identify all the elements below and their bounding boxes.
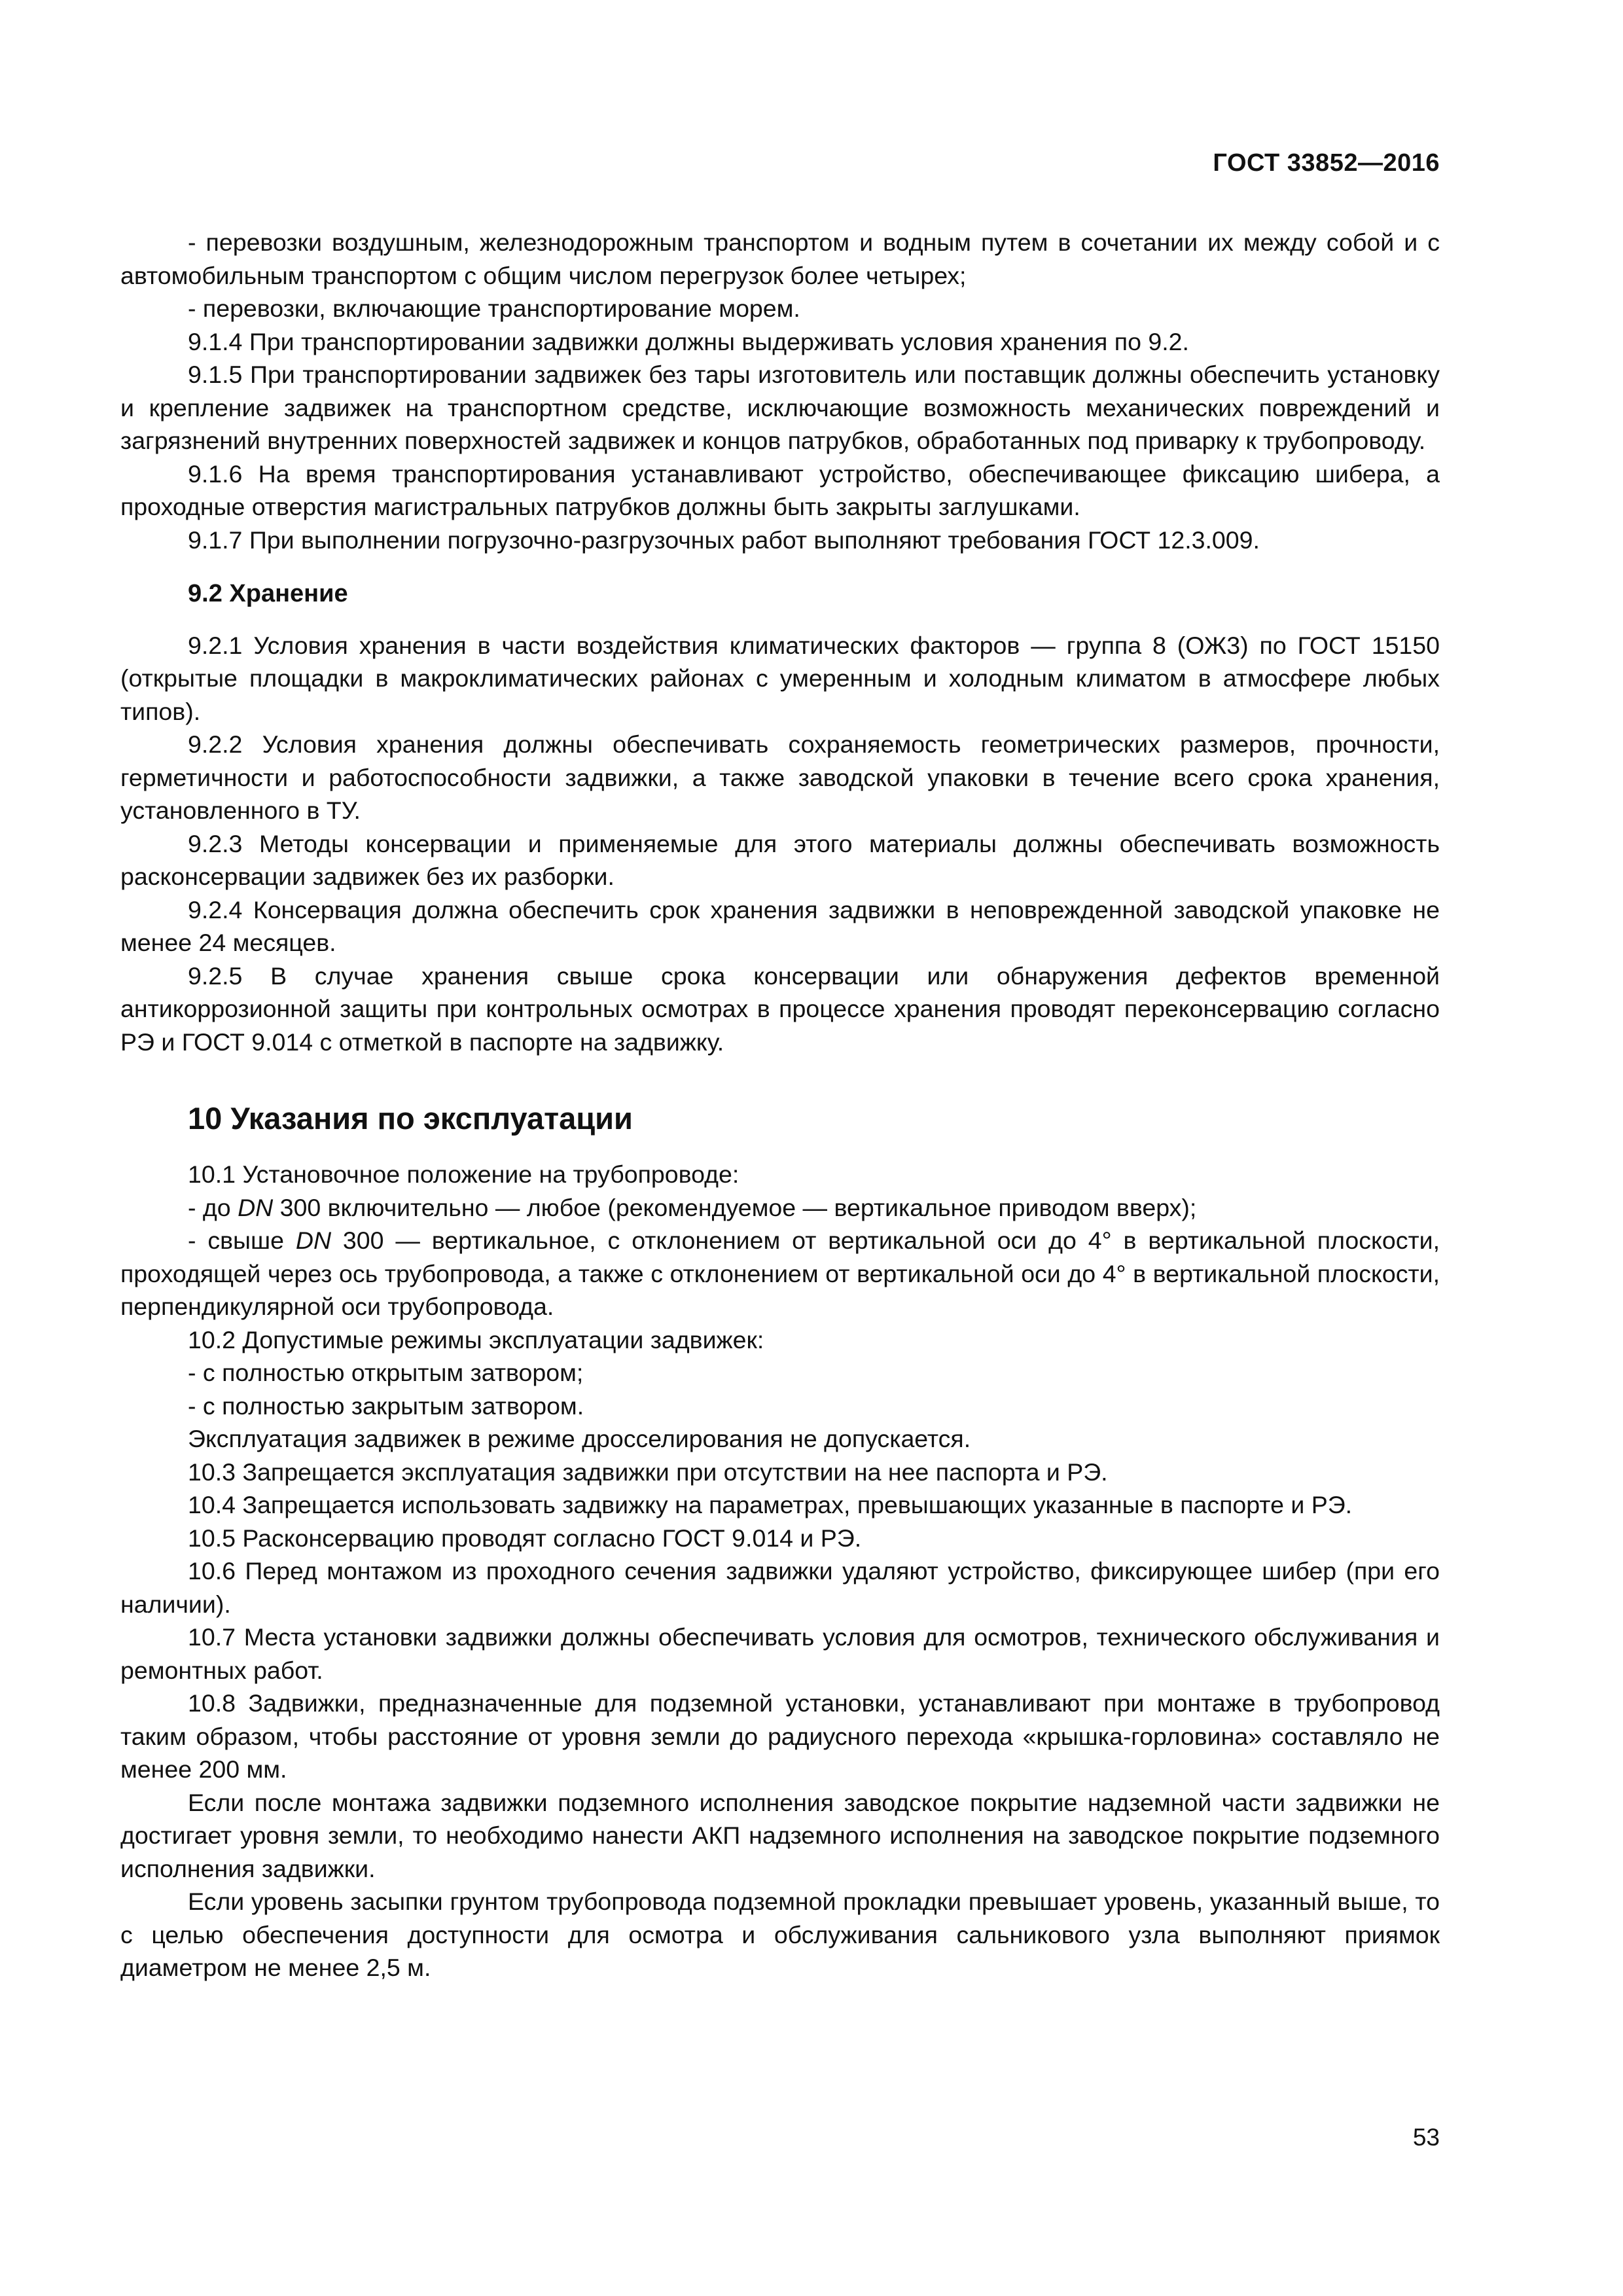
paragraph-9-1-7: 9.1.7 При выполнении погрузочно-разгрузочных работ выполняют требования ГОСТ 12.3.009. (188, 526, 1260, 554)
paragraph-10-2: 10.2 Допустимые режимы эксплуатации задвижек: (188, 1325, 764, 1354)
paragraph-10-1: 10.1 Установочное положение на трубопроводе: (188, 1160, 740, 1188)
document-body (120, 226, 1440, 1984)
paragraph-10-6: 10.6 Перед монтажом из проходного сечения задвижки удаляют устройство, фиксирующее шибер (при его наличии). (120, 1557, 1440, 1618)
paragraph-throttling: Эксплуатация задвижек в режиме дросселирования не допускается. (188, 1425, 971, 1452)
document-page (120, 0, 1440, 2296)
section-heading-9-2: 9.2 Хранение (188, 580, 348, 607)
paragraph-9-2-1: 9.2.1 Условия хранения в части воздействия климатических факторов — группа 8 (ОЖ3) по ГОСТ 15150 (открытые площадки в макроклиматических районах с умеренным и холодным климатом в атмосфере любых типов). (120, 631, 1440, 725)
paragraph-dn-300-above (120, 1224, 1440, 1323)
text-fragment: 300 включительно — любое (рекомендуемое — вертикальное приводом вверх); (273, 1193, 1197, 1221)
document-code-header: ГОСТ 33852—2016 (1213, 149, 1440, 177)
paragraph-9-2-4: 9.2.4 Консервация должна обеспечить срок хранения задвижки в неповрежденной заводской упаковке не менее 24 месяцев. (120, 895, 1440, 956)
text-fragment: - свыше (188, 1227, 296, 1254)
paragraph-transport-sea: - перевозки, включающие транспортирование морем. (188, 295, 800, 322)
dn-symbol: DN (295, 1227, 332, 1254)
paragraph-10-3: 10.3 Запрещается эксплуатация задвижки при отсутствии на нее паспорта и РЭ. (188, 1458, 1108, 1486)
paragraph-closed-gate: - с полностью закрытым затвором. (188, 1391, 584, 1420)
paragraph-10-7: 10.7 Места установки задвижки должны обеспечивать условия для осмотров, технического обслуживания и ремонтных работ. (120, 1623, 1440, 1684)
paragraph-underground-coating: Если после монтажа задвижки подземного исполнения заводское покрытие надземной части задвижки не достигает уровня земли, то необходимо нанести АКП надземного исполнения на заводское покрытие подземного исполнения задвижки. (120, 1788, 1440, 1882)
text-fragment: - до (188, 1193, 238, 1221)
paragraph-9-1-6: 9.1.6 На время транспортирования устанавливают устройство, обеспечивающее фиксацию шибера, а проходные отверстия магистральных патрубков должны быть закрыты заглушками. (120, 459, 1440, 520)
paragraph-open-gate: - с полностью открытым затвором; (188, 1359, 584, 1386)
paragraph-dn-300-inclusive (120, 1191, 1440, 1225)
paragraph-9-1-5: 9.1.5 При транспортировании задвижек без тары изготовитель или поставщик должны обеспечить установку и крепление задвижек на транспортном средстве, исключающие возможность механических повреждений и загрязнений внутренних поверхностей задвижек и концов патрубков, обработанных под приварку к трубопроводу. (120, 361, 1440, 454)
paragraph-9-2-5: 9.2.5 В случае хранения свыше срока консервации или обнаружения дефектов временной антикоррозионной защиты при контрольных осмотрах в процессе хранения проводят переконсервацию согласно РЭ и ГОСТ 9.014 с отметкой в паспорте на задвижку. (120, 961, 1440, 1056)
paragraph-backfill-pit: Если уровень засыпки грунтом трубопровода подземной прокладки превышает уровень, указанный выше, то с целью обеспечения доступности для осмотра и обслуживания сальникового узла выполняют приямок диаметром не менее 2,5 м. (120, 1888, 1440, 1981)
page-number: 53 (1412, 2124, 1440, 2151)
section-heading-10: 10 Указания по эксплуатации (188, 1101, 633, 1136)
paragraph-9-1-4: 9.1.4 При транспортировании задвижки должны выдерживать условия хранения по 9.2. (188, 327, 1189, 355)
paragraph-10-5: 10.5 Расконсервацию проводят согласно ГОСТ 9.014 и РЭ. (188, 1524, 862, 1552)
paragraph-9-2-3: 9.2.3 Методы консервации и применяемые для этого материалы должны обеспечивать возможность расконсервации задвижек без их разборки. (120, 829, 1440, 890)
text-fragment: 300 — вертикальное, с отклонением от вертикальной оси до 4° в вертикальной плоскости, проходящей через ось трубопровода, а также с отклонением от вертикальной оси до 4° в вертикальной плоскости, перпендикулярной оси трубопровода. (120, 1227, 1440, 1320)
paragraph-10-4: 10.4 Запрещается использовать задвижку на параметрах, превышающих указанные в паспорте и РЭ. (188, 1491, 1353, 1518)
paragraph-transport-air-rail: - перевозки воздушным, железнодорожным транспортом и водным путем в сочетании их между собой и с автомобильным транспортом с общим числом перегрузок более четырех; (120, 228, 1440, 289)
paragraph-10-8: 10.8 Задвижки, предназначенные для подземной установки, устанавливают при монтаже в трубопровод таким образом, чтобы расстояние от уровня земли до радиусного перехода «крышка-горловина» составляло не менее 200 мм. (120, 1689, 1440, 1783)
paragraph-9-2-2: 9.2.2 Условия хранения должны обеспечивать сохраняемость геометрических размеров, прочности, герметичности и работоспособности задвижки, а также заводской упаковки в течение всего срока хранения, установленного в ТУ. (120, 730, 1440, 824)
dn-symbol: DN (238, 1193, 274, 1221)
